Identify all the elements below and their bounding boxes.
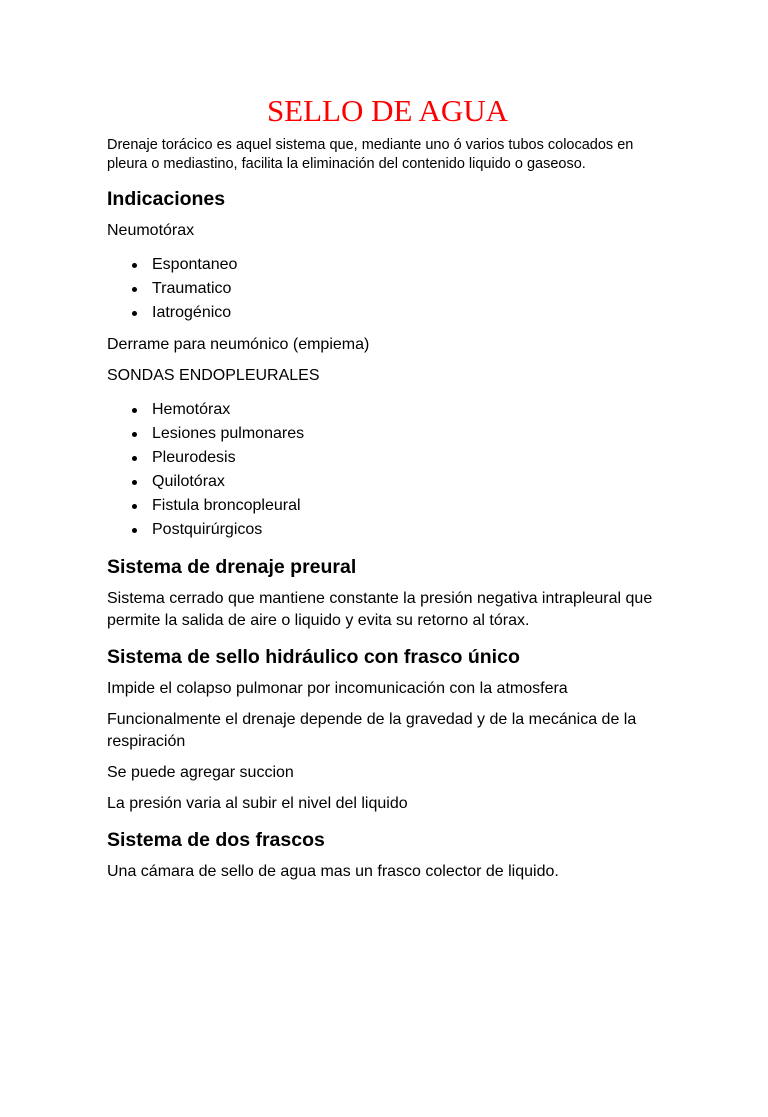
indicaciones-heading: Indicaciones	[107, 188, 226, 210]
bullet-icon	[132, 432, 137, 437]
bullet-icon	[132, 287, 137, 292]
list-item-text: Hemotórax	[152, 401, 231, 418]
list-item	[152, 494, 668, 518]
dos-frascos-heading: Sistema de dos frascos	[107, 829, 325, 851]
dos-frascos-paragraph: Una cámara de sello de agua mas un frasco colector de liquido.	[107, 863, 559, 880]
list-item-text: Lesiones pulmonares	[152, 425, 305, 442]
bullet-icon	[132, 504, 137, 509]
intro-paragraph: Drenaje torácico es aquel sistema que, mediante uno ó varios tubos colocados en pleura o mediastino, facilita la eliminación del contenido liquido o gaseoso.	[107, 137, 634, 172]
derrame-paragraph: Derrame para neumónico (empiema)	[107, 336, 370, 353]
bullet-icon	[132, 456, 137, 461]
frasco-unico-paragraph-4: La presión varia al subir el nivel del liquido	[107, 795, 408, 812]
document-page	[0, 93, 768, 1117]
frasco-unico-paragraph-2: Funcionalmente el drenaje depende de la gravedad y de la mecánica de la respiración	[107, 711, 637, 750]
bullet-icon	[132, 408, 137, 413]
list-item-text: Quilotórax	[152, 473, 225, 490]
frasco-unico-paragraph-3: Se puede agregar succion	[107, 764, 294, 781]
list-item	[152, 301, 668, 325]
list-item	[152, 470, 668, 494]
drenaje-heading: Sistema de drenaje preural	[107, 556, 357, 578]
list-item-text: Fistula broncopleural	[152, 497, 301, 514]
drenaje-paragraph: Sistema cerrado que mantiene constante la presión negativa intrapleural que permite la salida de aire o liquido y evita su retorno al tórax.	[107, 590, 653, 629]
sondas-label: SONDAS ENDOPLEURALES	[107, 367, 320, 384]
list-item-text: Iatrogénico	[152, 304, 232, 321]
neumotorax-label: Neumotórax	[107, 222, 195, 239]
bullet-icon	[132, 480, 137, 485]
bullet-icon	[132, 528, 137, 533]
bullet-icon	[132, 263, 137, 268]
list-item	[152, 398, 668, 422]
neumotorax-list	[107, 253, 668, 325]
list-item	[152, 277, 668, 301]
sondas-list	[107, 398, 668, 542]
list-item-text: Postquirúrgicos	[152, 521, 263, 538]
frasco-unico-heading: Sistema de sello hidráulico con frasco único	[107, 646, 520, 668]
list-item	[152, 422, 668, 446]
frasco-unico-paragraph-1: Impide el colapso pulmonar por incomunicación con la atmosfera	[107, 680, 568, 697]
list-item	[152, 446, 668, 470]
bullet-icon	[132, 311, 137, 316]
list-item	[152, 253, 668, 277]
document-title: SELLO DE AGUA	[266, 93, 509, 128]
list-item-text: Pleurodesis	[152, 449, 236, 466]
list-item-text: Traumatico	[152, 280, 232, 297]
list-item	[152, 518, 668, 542]
list-item-text: Espontaneo	[152, 256, 238, 273]
